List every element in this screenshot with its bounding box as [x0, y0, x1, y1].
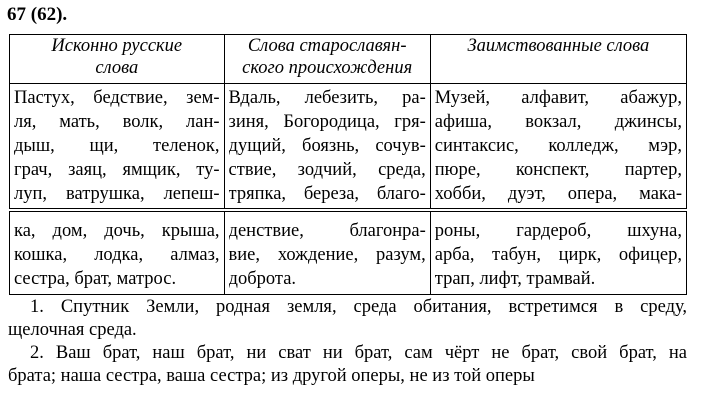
note-2-line-2: брата; наша сестра, ваша сестра; из другой оперы, не из той оперы: [8, 366, 535, 386]
cell-borrowed-cont: [430, 212, 686, 295]
word-table-upper: [9, 34, 687, 209]
text-line: денствие, благонра-: [228, 221, 426, 241]
text-line: трап, лифт, трамвай.: [434, 269, 596, 289]
text-line: роны, гардероб, шхуна,: [434, 221, 682, 241]
text-line: кошка, лодка, алмаз,: [14, 245, 220, 265]
text-line: афиша, вокзал, джинсы,: [434, 112, 682, 132]
text-line: вие, хождение, разум,: [228, 245, 426, 265]
text-line: пюре, конспект, партер,: [434, 160, 682, 180]
text-line: синтаксис, колледж, мэр,: [434, 136, 682, 156]
cell-old-slavonic: [224, 84, 430, 209]
cell-native-russian: [10, 84, 225, 209]
text-line: хобби, дуэт, опера, мака-: [434, 184, 682, 204]
header-old-slavonic: Слова старославян- ского происхождения: [224, 35, 430, 84]
answer-notes: [8, 296, 687, 388]
header-native-russian: Исконно русские слова: [10, 35, 225, 84]
text-line: ка, дом, дочь, крыша,: [14, 221, 220, 241]
text-line: Пастух, бедствие, зем-: [14, 88, 220, 108]
text-line: Музей, алфавит, абажур,: [434, 88, 682, 108]
text-line: Вдаль, лебезить, ра-: [228, 88, 426, 108]
text-line: тряпка, береза, благо-: [228, 184, 426, 204]
text-line: арба, табун, цирк, офицер,: [434, 245, 682, 265]
note-1-line-1: 1. Спутник Земли, родная земля, среда обитания, встретимся в среду,: [30, 297, 687, 317]
table-row: [10, 84, 687, 209]
text-line: дущий, боязнь, сочув-: [228, 136, 426, 156]
exercise-number: 67 (62).: [7, 4, 68, 25]
note-2-line-1: 2. Ваш брат, наш брат, ни сват ни брат, сам чёрт не брат, свой брат, на: [30, 343, 687, 363]
table-row: [10, 212, 687, 295]
text-line: дыш, щи, теленок,: [14, 136, 220, 156]
header-borrowed: Заимствованные слова: [430, 35, 686, 84]
text-line: ствие, зодчий, среда,: [228, 160, 426, 180]
word-table-lower: [9, 211, 687, 295]
text-line: сестра, брат, матрос.: [14, 269, 177, 289]
text-line: зиня, Богородица, гря-: [228, 112, 426, 132]
note-1-line-2: щелочная среда.: [8, 320, 137, 340]
text-line: грач, заяц, ямщик, ту-: [14, 160, 220, 180]
table-header-row: [10, 35, 687, 84]
text-line: ля, мать, волк, лан-: [14, 112, 220, 132]
text-line: луп, ватрушка, лепеш-: [14, 184, 220, 204]
cell-native-russian-cont: [10, 212, 225, 295]
text-line: доброта.: [228, 269, 297, 289]
cell-borrowed: [430, 84, 686, 209]
cell-old-slavonic-cont: [224, 212, 430, 295]
